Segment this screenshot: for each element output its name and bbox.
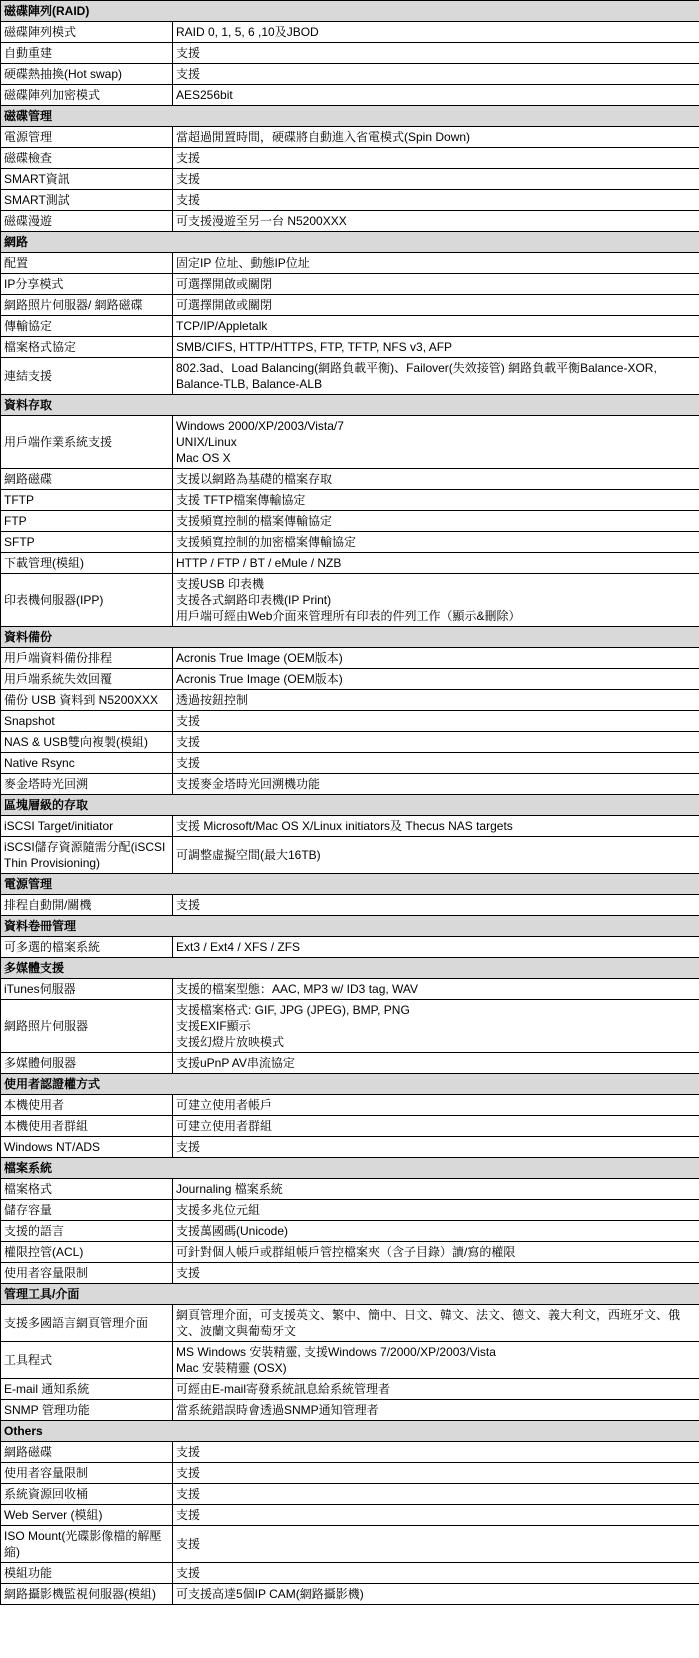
spec-value: [173, 732, 699, 753]
spec-row: [1, 690, 699, 711]
spec-label: 備份 USB 資料到 N5200XXX: [1, 690, 173, 711]
spec-label: 儲存容量: [1, 1200, 173, 1221]
spec-label: 磁碟陣列模式: [1, 22, 173, 43]
spec-value: [173, 553, 699, 574]
spec-value-line: 支援: [176, 1445, 201, 1459]
spec-row: [1, 1342, 699, 1379]
spec-value: [173, 690, 699, 711]
spec-value-line: 支援以網路為基礎的檔案存取: [176, 472, 333, 486]
spec-value: [173, 1000, 699, 1053]
spec-row: [1, 1305, 699, 1342]
spec-value: [173, 979, 699, 1000]
spec-value: [173, 22, 699, 43]
spec-label: 麥金塔時光回溯: [1, 774, 173, 795]
spec-label: 本機使用者群組: [1, 1116, 173, 1137]
spec-row: [1, 1463, 699, 1484]
spec-label: Web Server (模組): [1, 1505, 173, 1526]
spec-value-line: 802.3ad、Load Balancing(網路負載平衡)、Failover(失效接管) 網路負載平衡Balance-XOR, Balance-TLB, Balance-ALB: [176, 361, 657, 391]
spec-row: [1, 774, 699, 795]
spec-label: 下載管理(模組): [1, 553, 173, 574]
spec-value: [173, 469, 699, 490]
spec-value-line: 支援檔案格式: GIF, JPG (JPEG), BMP, PNG: [176, 1003, 410, 1017]
section-title: 檔案系統: [1, 1158, 699, 1179]
spec-row: [1, 22, 699, 43]
spec-row: [1, 1095, 699, 1116]
spec-label: 電源管理: [1, 127, 173, 148]
spec-value: [173, 274, 699, 295]
spec-row: [1, 837, 699, 874]
spec-value-line: AES256bit: [176, 88, 233, 102]
spec-value-line: RAID 0, 1, 5, 6 ,10及JBOD: [176, 25, 319, 39]
spec-row: [1, 1200, 699, 1221]
spec-value: [173, 1221, 699, 1242]
spec-value: [173, 1484, 699, 1505]
spec-value: [173, 316, 699, 337]
spec-value: [173, 711, 699, 732]
spec-value-line: 當系統錯誤時會透過SNMP通知管理者: [176, 1403, 379, 1417]
section-header-row: [1, 916, 699, 937]
spec-row: [1, 490, 699, 511]
spec-label: 排程自動開/關機: [1, 895, 173, 916]
spec-row: [1, 337, 699, 358]
spec-label: Native Rsync: [1, 753, 173, 774]
spec-label: SMART資訊: [1, 169, 173, 190]
spec-value-line: 支援: [176, 193, 201, 207]
spec-value-line: Mac OS X: [176, 451, 231, 465]
spec-value-line: 支援 Microsoft/Mac OS X/Linux initiators及 Thecus NAS targets: [176, 819, 513, 833]
spec-row: [1, 532, 699, 553]
spec-row: [1, 127, 699, 148]
spec-label: SMART測試: [1, 190, 173, 211]
section-header-row: [1, 1, 699, 22]
spec-value-line: 支援: [176, 714, 201, 728]
spec-value-line: SMB/CIFS, HTTP/HTTPS, FTP, TFTP, NFS v3, AFP: [176, 340, 453, 354]
spec-value-line: 支援USB 印表機: [176, 577, 265, 591]
spec-value-line: 可支援高達5個IP CAM(網路攝影機): [176, 1587, 364, 1601]
section-header-row: [1, 627, 699, 648]
spec-row: [1, 1116, 699, 1137]
spec-row: [1, 85, 699, 106]
spec-value-line: 可支援漫遊至另一台 N5200XXX: [176, 214, 347, 228]
spec-label: 模組功能: [1, 1563, 173, 1584]
spec-value-line: 支援: [176, 1566, 201, 1580]
spec-row: [1, 816, 699, 837]
spec-label: 連結支援: [1, 358, 173, 395]
spec-value: [173, 1242, 699, 1263]
spec-row: [1, 711, 699, 732]
section-header-row: [1, 1158, 699, 1179]
spec-label: 硬碟熱抽換(Hot swap): [1, 64, 173, 85]
spec-label: 工具程式: [1, 1342, 173, 1379]
spec-label: 系統資源回收桶: [1, 1484, 173, 1505]
spec-label: ISO Mount(光碟影像檔的解壓縮): [1, 1526, 173, 1563]
section-title: 多媒體支援: [1, 958, 699, 979]
spec-row: [1, 1137, 699, 1158]
spec-label: SFTP: [1, 532, 173, 553]
section-title: 電源管理: [1, 874, 699, 895]
spec-label: 用戶端作業系統支援: [1, 416, 173, 469]
spec-row: [1, 669, 699, 690]
spec-value-line: 透過按鈕控制: [176, 693, 249, 707]
spec-label: 傳輸協定: [1, 316, 173, 337]
spec-label: 磁碟漫遊: [1, 211, 173, 232]
spec-value-line: 支援的檔案型態：AAC, MP3 w/ ID3 tag, WAV: [176, 982, 419, 996]
spec-value: [173, 816, 699, 837]
spec-value: [173, 148, 699, 169]
spec-label: 用戶端系統失效回覆: [1, 669, 173, 690]
section-title: 磁碟管理: [1, 106, 699, 127]
section-title: 區塊層級的存取: [1, 795, 699, 816]
spec-value-line: Journaling 檔案系統: [176, 1182, 283, 1196]
spec-label: 網路攝影機監視伺服器(模組): [1, 1584, 173, 1605]
spec-value: [173, 1095, 699, 1116]
spec-row: [1, 1505, 699, 1526]
spec-value: [173, 1137, 699, 1158]
spec-value-line: 支援EXIF顯示: [176, 1019, 251, 1033]
spec-value: [173, 253, 699, 274]
spec-row: [1, 1563, 699, 1584]
section-title: 使用者認證權方式: [1, 1074, 699, 1095]
spec-label: 使用者容量限制: [1, 1263, 173, 1284]
spec-value-line: 支援多兆位元組: [176, 1203, 261, 1217]
spec-label: 檔案格式協定: [1, 337, 173, 358]
spec-label: 權限控管(ACL): [1, 1242, 173, 1263]
spec-row: [1, 358, 699, 395]
spec-value: [173, 85, 699, 106]
spec-label: E-mail 通知系統: [1, 1379, 173, 1400]
spec-label: 支援的語言: [1, 1221, 173, 1242]
spec-value: [173, 295, 699, 316]
spec-label: 檔案格式: [1, 1179, 173, 1200]
spec-value-line: 支援: [176, 1487, 201, 1501]
spec-value: [173, 358, 699, 395]
spec-label: 磁碟檢查: [1, 148, 173, 169]
spec-row: [1, 937, 699, 958]
spec-value-line: 支援 TFTP檔案傳輸協定: [176, 493, 306, 507]
spec-label: 多媒體伺服器: [1, 1053, 173, 1074]
spec-value-line: UNIX/Linux: [176, 435, 237, 449]
section-header-row: [1, 1284, 699, 1305]
spec-value-line: 可針對個人帳戶或群組帳戶管控檔案夾（含子目錄）讀/寫的權限: [176, 1245, 516, 1259]
spec-row: [1, 169, 699, 190]
spec-label: 網路磁碟: [1, 1442, 173, 1463]
spec-label: Snapshot: [1, 711, 173, 732]
spec-label: 印表機伺服器(IPP): [1, 574, 173, 627]
spec-row: [1, 1400, 699, 1421]
spec-value: [173, 211, 699, 232]
spec-row: [1, 416, 699, 469]
spec-row: [1, 895, 699, 916]
spec-value-line: 支援: [176, 67, 201, 81]
spec-value-line: 支援: [176, 151, 201, 165]
spec-row: [1, 732, 699, 753]
spec-value-line: 支援: [176, 898, 201, 912]
spec-row: [1, 1263, 699, 1284]
spec-value-line: 可建立使用者群組: [176, 1119, 273, 1133]
spec-value-line: 支援: [176, 756, 201, 770]
spec-value: [173, 1379, 699, 1400]
spec-value-line: 支援uPnP AV串流協定: [176, 1056, 295, 1070]
spec-value: [173, 1342, 699, 1379]
spec-value-line: 可選擇開啟或關閉: [176, 298, 273, 312]
spec-value: [173, 669, 699, 690]
spec-value-line: 支援麥金塔時光回溯機功能: [176, 777, 321, 791]
spec-label: 配置: [1, 253, 173, 274]
spec-row: [1, 1179, 699, 1200]
spec-label: 本機使用者: [1, 1095, 173, 1116]
spec-label: 網路照片伺服器: [1, 1000, 173, 1053]
spec-row: [1, 253, 699, 274]
spec-value: [173, 753, 699, 774]
section-header-row: [1, 1421, 699, 1442]
spec-row: [1, 43, 699, 64]
spec-value-line: Windows 2000/XP/2003/Vista/7: [176, 419, 344, 433]
spec-value-line: 可選擇開啟或關閉: [176, 277, 273, 291]
spec-value-line: HTTP / FTP / BT / eMule / NZB: [176, 556, 342, 570]
spec-value-line: 支援頻寬控制的檔案傳輸協定: [176, 514, 333, 528]
spec-label: iSCSI儲存資源隨需分配(iSCSI Thin Provisioning): [1, 837, 173, 874]
section-title: 網路: [1, 232, 699, 253]
section-title: Others: [1, 1421, 699, 1442]
spec-value-line: Ext3 / Ext4 / XFS / ZFS: [176, 940, 301, 954]
spec-value-line: MS Windows 安裝精靈, 支援Windows 7/2000/XP/2003/Vista: [176, 1345, 496, 1359]
spec-row: [1, 979, 699, 1000]
spec-value-line: 支援: [176, 1508, 201, 1522]
spec-value-line: Acronis True Image (OEM版本): [176, 651, 343, 665]
spec-label: Windows NT/ADS: [1, 1137, 173, 1158]
spec-row: [1, 1526, 699, 1563]
spec-row: [1, 511, 699, 532]
spec-value: [173, 574, 699, 627]
spec-value: [173, 127, 699, 148]
spec-value: [173, 1505, 699, 1526]
spec-value-line: 支援: [176, 1266, 201, 1280]
spec-label: 自動重建: [1, 43, 173, 64]
spec-value: [173, 1463, 699, 1484]
spec-value-line: 支援: [176, 1537, 201, 1551]
spec-label: 磁碟陣列加密模式: [1, 85, 173, 106]
section-title: 資料備份: [1, 627, 699, 648]
spec-value-line: 網頁管理介面，可支援英文、繁中、簡中、日文、韓文、法文、德文、義大利文，西班牙文、俄文、波蘭文與葡萄牙文: [176, 1308, 681, 1338]
spec-value-line: 支援萬國碼(Unicode): [176, 1224, 289, 1238]
spec-value: [173, 774, 699, 795]
spec-value-line: 支援: [176, 46, 201, 60]
spec-value: [173, 416, 699, 469]
section-header-row: [1, 1074, 699, 1095]
spec-value-line: 支援: [176, 1466, 201, 1480]
spec-label: iSCSI Target/initiator: [1, 816, 173, 837]
spec-value-line: 支援各式網路印表機(IP Print): [176, 593, 332, 607]
spec-row: [1, 1484, 699, 1505]
spec-value-line: 可建立使用者帳戶: [176, 1098, 273, 1112]
spec-row: [1, 1053, 699, 1074]
section-header-row: [1, 395, 699, 416]
spec-value: [173, 532, 699, 553]
spec-value-line: 支援: [176, 735, 201, 749]
spec-row: [1, 1442, 699, 1463]
spec-value-line: 可調整虛擬空間(最大16TB): [176, 848, 321, 862]
spec-label: TFTP: [1, 490, 173, 511]
spec-label: SNMP 管理功能: [1, 1400, 173, 1421]
spec-row: [1, 148, 699, 169]
spec-value: [173, 1442, 699, 1463]
spec-label: 網路照片伺服器/ 網路磁碟: [1, 295, 173, 316]
spec-label: 使用者容量限制: [1, 1463, 173, 1484]
spec-row: [1, 295, 699, 316]
spec-value: [173, 1116, 699, 1137]
spec-row: [1, 1379, 699, 1400]
section-title: 資料卷冊管理: [1, 916, 699, 937]
section-header-row: [1, 106, 699, 127]
spec-row: [1, 190, 699, 211]
section-header-row: [1, 958, 699, 979]
spec-value: [173, 1179, 699, 1200]
spec-value-line: 可經由E-mail寄發系統訊息給系統管理者: [176, 1382, 391, 1396]
section-header-row: [1, 874, 699, 895]
spec-value: [173, 1400, 699, 1421]
spec-label: 可多選的檔案系統: [1, 937, 173, 958]
spec-label: 網路磁碟: [1, 469, 173, 490]
spec-row: [1, 274, 699, 295]
spec-row: [1, 1584, 699, 1605]
spec-value-line: Acronis True Image (OEM版本): [176, 672, 343, 686]
spec-value-line: 支援: [176, 1140, 201, 1154]
spec-value: [173, 1526, 699, 1563]
section-title: 管理工具/介面: [1, 1284, 699, 1305]
spec-value: [173, 511, 699, 532]
spec-row: [1, 574, 699, 627]
spec-value: [173, 490, 699, 511]
spec-label: NAS & USB雙向複製(模組): [1, 732, 173, 753]
spec-row: [1, 1221, 699, 1242]
spec-value: [173, 837, 699, 874]
spec-row: [1, 469, 699, 490]
spec-table-body: [1, 1, 699, 1605]
spec-value-line: 固定IP 位址、動態IP位址: [176, 256, 310, 270]
spec-row: [1, 648, 699, 669]
spec-value: [173, 937, 699, 958]
spec-value-line: 支援幻燈片放映模式: [176, 1035, 285, 1049]
spec-value-line: TCP/IP/Appletalk: [176, 319, 268, 333]
spec-row: [1, 1242, 699, 1263]
spec-value: [173, 64, 699, 85]
spec-value: [173, 337, 699, 358]
spec-value: [173, 895, 699, 916]
section-header-row: [1, 795, 699, 816]
spec-row: [1, 1000, 699, 1053]
spec-label: FTP: [1, 511, 173, 532]
spec-value: [173, 1263, 699, 1284]
section-title: 資料存取: [1, 395, 699, 416]
spec-value-line: 當超過閒置時間，硬碟將自動進入省電模式(Spin Down): [176, 130, 471, 144]
spec-row: [1, 553, 699, 574]
spec-value: [173, 1584, 699, 1605]
spec-value: [173, 190, 699, 211]
spec-value: [173, 1200, 699, 1221]
spec-value-line: 支援: [176, 172, 201, 186]
spec-row: [1, 316, 699, 337]
section-title: 磁碟陣列(RAID): [1, 1, 699, 22]
spec-value: [173, 1563, 699, 1584]
spec-value-line: 支援頻寬控制的加密檔案傳輸協定: [176, 535, 357, 549]
spec-row: [1, 211, 699, 232]
spec-row: [1, 64, 699, 85]
spec-label: IP分享模式: [1, 274, 173, 295]
spec-value: [173, 169, 699, 190]
spec-label: iTunes伺服器: [1, 979, 173, 1000]
spec-label: 用戶端資料備份排程: [1, 648, 173, 669]
spec-value-line: Mac 安裝精靈 (OSX): [176, 1361, 287, 1375]
spec-value: [173, 1305, 699, 1342]
spec-row: [1, 753, 699, 774]
spec-label: 支援多國語言網頁管理介面: [1, 1305, 173, 1342]
spec-value: [173, 1053, 699, 1074]
spec-value: [173, 43, 699, 64]
spec-value: [173, 648, 699, 669]
spec-value-line: 用戶端可經由Web介面來管理所有印表的件列工作（顯示&刪除）: [176, 609, 521, 623]
section-header-row: [1, 232, 699, 253]
